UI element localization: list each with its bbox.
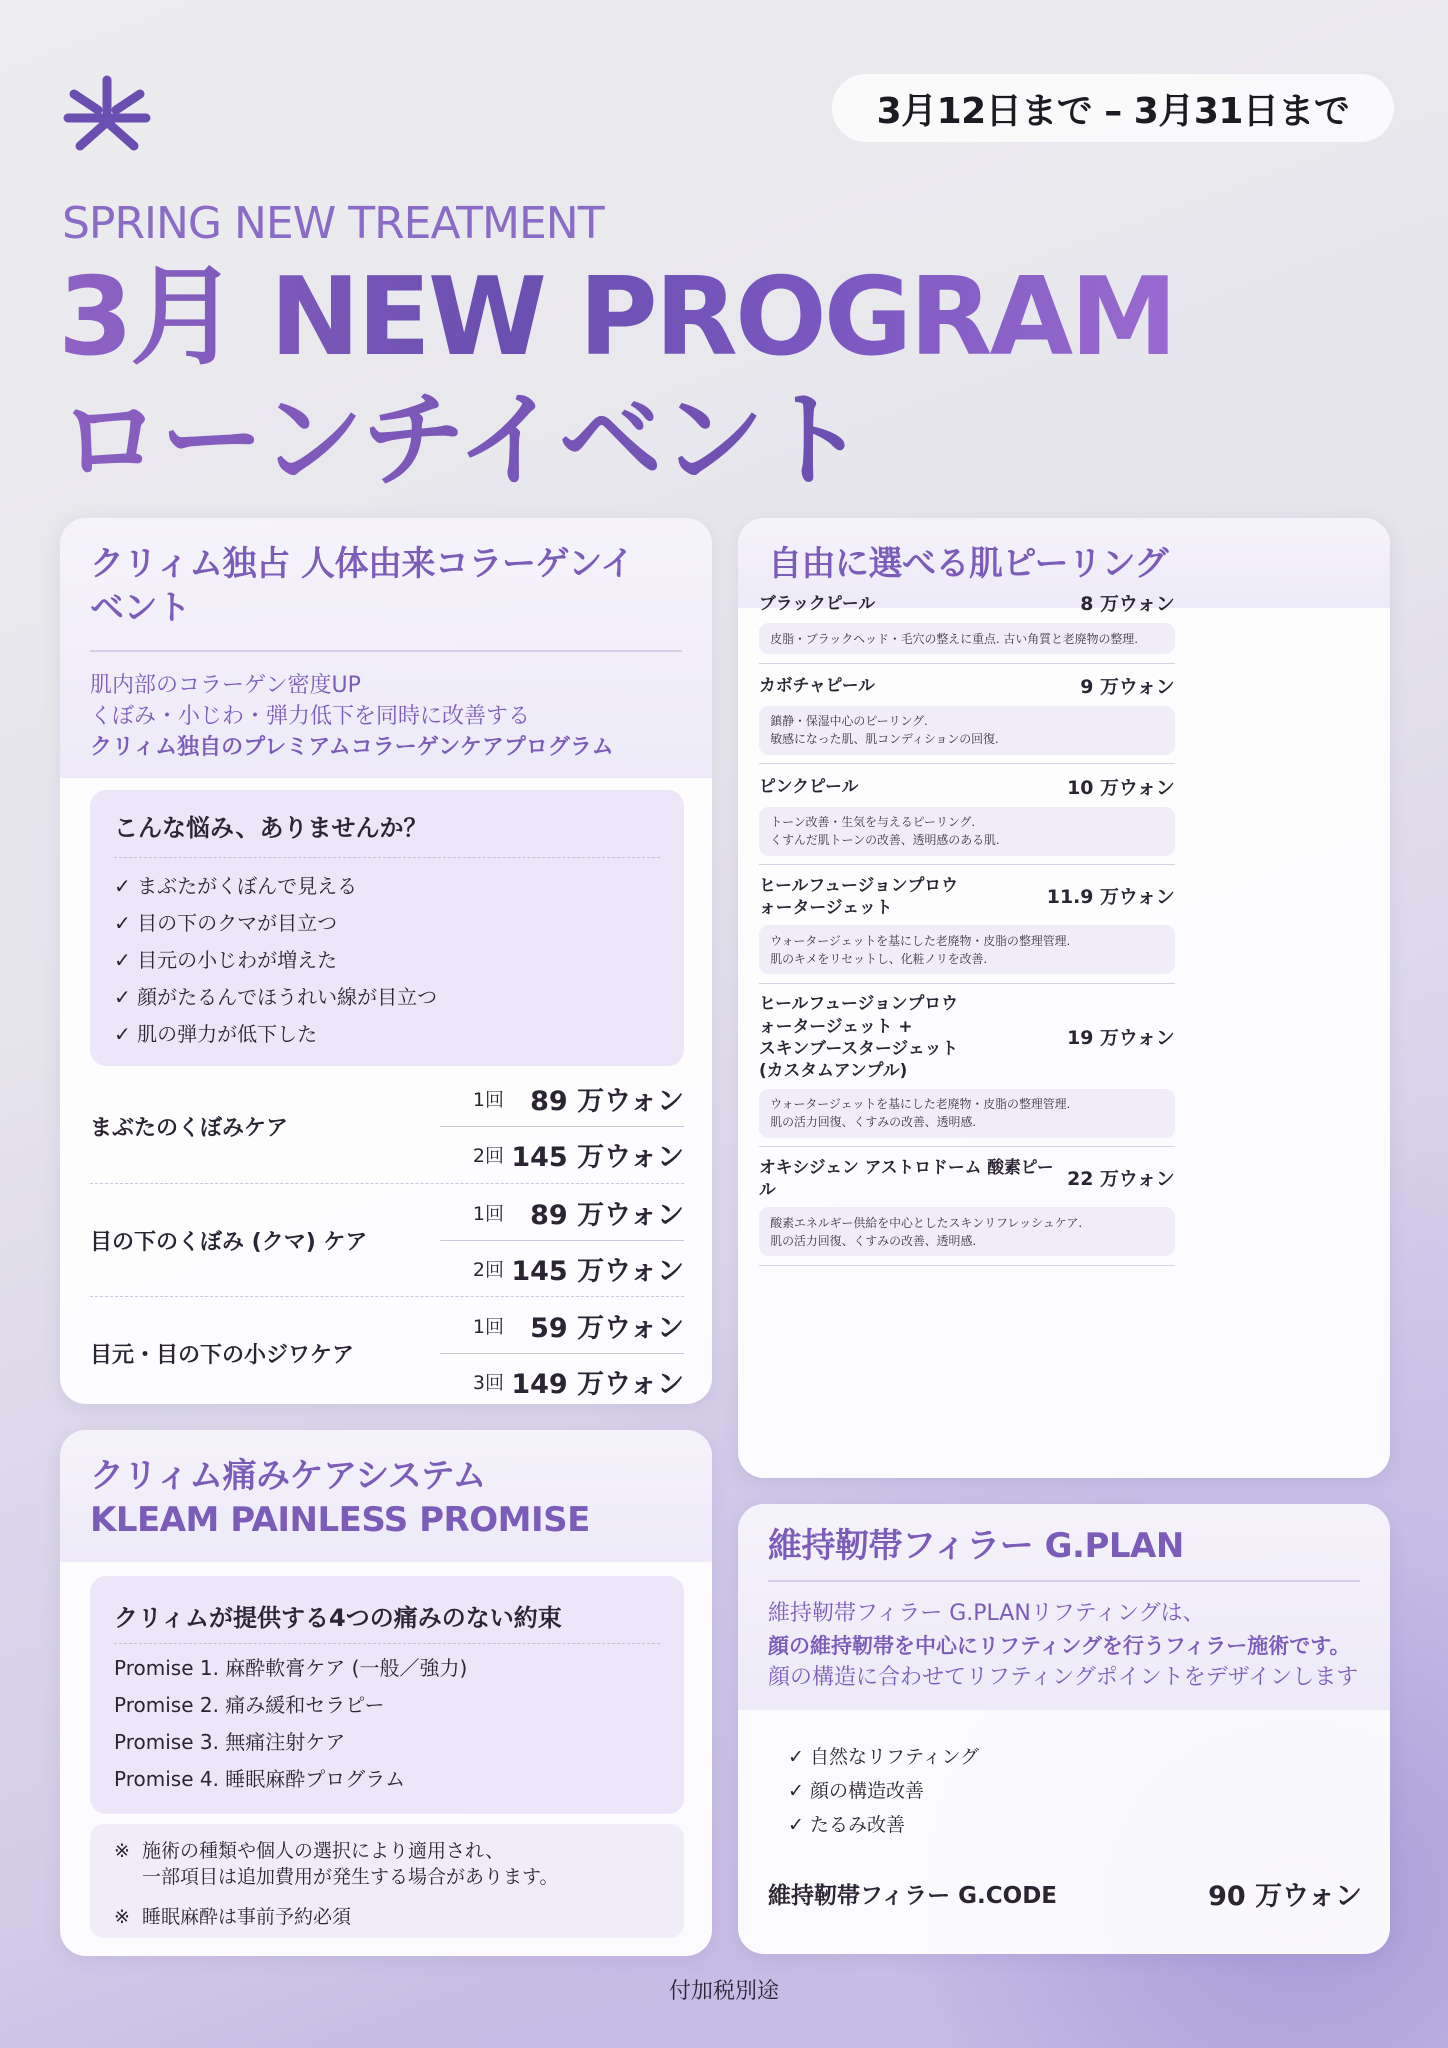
price: 89 万ウォン <box>530 1085 684 1117</box>
peeling-card <box>738 518 1390 1478</box>
list-item: ✓ 自然なリフティング <box>788 1746 980 1768</box>
note-mark: ※ <box>114 1906 130 1928</box>
filler-lead-2: 顔の維持靭帯を中心にリフティングを行うフィラー施術です。 <box>768 1634 1351 1658</box>
session-count: 2回 <box>472 1259 504 1281</box>
price-option <box>440 1353 684 1404</box>
list-item: ✓ 目元の小じわが増えた <box>114 948 338 972</box>
peeling-description <box>759 1089 1175 1138</box>
peeling-description-line: ウォータージェットを基にした老廃物・皮脂の整理管理. <box>770 1097 1071 1112</box>
peeling-title: 自由に選べる肌ピーリング <box>768 544 1168 584</box>
peeling-description-line: 肌の活力回復、くすみの改善、透明感. <box>770 1115 977 1130</box>
price-option <box>440 1126 684 1182</box>
note-mark: ※ <box>114 1840 130 1862</box>
list-item: ✓ 顔の構造改善 <box>788 1780 924 1802</box>
peeling-name-line: ブラックピール <box>759 592 876 613</box>
filler-code-price: 90 万ウォン <box>1208 1881 1362 1912</box>
peeling-price: 9 万ウォン <box>1080 675 1175 698</box>
peeling-price: 10 万ウォン <box>1067 776 1175 799</box>
list-item: Promise 4. 睡眠麻酔プログラム <box>114 1767 406 1791</box>
worry-list <box>114 868 660 1053</box>
painless-title: クリィム痛みケアシステム <box>90 1456 486 1496</box>
peeling-name <box>759 874 958 919</box>
peeling-name <box>759 592 875 614</box>
divider <box>90 650 682 652</box>
peeling-name-line: ォータージェット + <box>759 1015 913 1036</box>
painless-header <box>60 1430 712 1562</box>
filler-card <box>738 1504 1390 1954</box>
peeling-description-line: くすんだ肌トーンの改善、透明感のある肌. <box>770 833 1000 848</box>
price: 89 万ウォン <box>530 1199 684 1231</box>
note-text: 睡眠麻酔は事前予約必須 <box>142 1906 352 1928</box>
peeling-item <box>759 664 1175 765</box>
session-count: 2回 <box>472 1145 504 1167</box>
collagen-price-table <box>90 1070 684 1404</box>
peeling-description-line: 敏感になった肌、肌コンディションの回復. <box>770 732 999 747</box>
peeling-name <box>759 775 858 797</box>
price-option <box>440 1070 684 1126</box>
page-subtitle: SPRING NEW TREATMENT <box>62 198 604 249</box>
peeling-item <box>759 581 1175 664</box>
peeling-name-line: オキシジェン アストロドーム 酸素ピール <box>759 1156 1054 1199</box>
peeling-item <box>759 1147 1175 1266</box>
worry-title: こんな悩み、ありませんか？ <box>114 808 660 858</box>
peeling-price: 19 万ウォン <box>1067 1027 1175 1050</box>
peeling-item <box>759 764 1175 865</box>
list-item: ✓ たるみ改善 <box>788 1814 905 1836</box>
peeling-name-line: スキンブースタージェット <box>759 1037 959 1058</box>
worry-box <box>90 790 684 1066</box>
peeling-description-line: 皮脂・ブラックヘッド・毛穴の整えに重点. 古い角質と老廃物の整理. <box>770 631 1139 646</box>
page-title-line2: ローンチイベント <box>58 379 865 501</box>
peeling-description <box>759 706 1175 755</box>
collagen-title: クリィム独占 人体由来コラーゲンイベント <box>90 544 634 628</box>
peeling-description-line: トーン改善・生気を与えるピーリング. <box>770 815 976 830</box>
peeling-description-line: ウォータージェットを基にした老廃物・皮脂の整理管理. <box>770 933 1071 948</box>
brand-logo-icon <box>62 74 152 154</box>
list-item: ✓ 目の下のクマが目立つ <box>114 911 338 935</box>
peeling-description <box>759 807 1175 856</box>
filler-lead-3: 顔の構造に合わせてリフティングポイントをデザインします <box>768 1665 1359 1690</box>
filler-title: 維持靭帯フィラー G.PLAN <box>768 1526 1184 1566</box>
price-group <box>90 1070 684 1183</box>
peeling-name <box>759 992 958 1082</box>
promise-list <box>114 1650 660 1798</box>
date-range-badge: 3月12日まで – 3月31日まで <box>832 74 1394 142</box>
price: 145 万ウォン <box>511 1142 684 1173</box>
peeling-name-line: (カスタムアンプル) <box>759 1060 908 1081</box>
peeling-price: 22 万ウォン <box>1067 1168 1175 1191</box>
list-item: ✓ まぶたがくぼんで見える <box>114 874 358 898</box>
painless-promise-card <box>60 1430 712 1956</box>
price-option <box>440 1184 684 1240</box>
peeling-name-line: カボチャピール <box>759 675 875 696</box>
notes-box <box>90 1824 684 1938</box>
collagen-lead-1: 肌内部のコラーゲン密度UP <box>90 673 361 698</box>
session-count: 1回 <box>472 1315 504 1338</box>
divider <box>768 1580 1360 1582</box>
page-title: 3月 NEW PROGRAM <box>58 255 1175 380</box>
peeling-name-line: ヒールフュージョンプロウ <box>759 874 958 895</box>
peeling-description <box>759 1207 1175 1256</box>
treatment-name: 目の下のくぼみ (クマ) ケア <box>90 1229 368 1255</box>
price-group <box>90 1296 684 1404</box>
note <box>114 1904 660 1930</box>
peeling-name-line: ォータージェット <box>759 896 893 917</box>
promise-title: クリィムが提供する4つの痛みのない約束 <box>114 1598 660 1644</box>
note-text: 施術の種類や個人の選択により適用され、 <box>142 1840 505 1862</box>
footer-note: 付加税別途 <box>668 1979 779 2004</box>
session-count: 3回 <box>472 1372 504 1394</box>
price-option <box>440 1297 684 1353</box>
collagen-lead-3: クリィム独自のプレミアムコラーゲンケアプログラム <box>90 735 614 760</box>
painless-title-en: KLEAM PAINLESS PROMISE <box>90 1500 590 1540</box>
peeling-name <box>759 674 875 696</box>
price-option <box>440 1240 684 1296</box>
price: 149 万ウォン <box>511 1369 684 1400</box>
peeling-item <box>759 865 1175 984</box>
note-text: 一部項目は追加費用が発生する場合があります。 <box>142 1866 559 1888</box>
session-count: 1回 <box>472 1202 504 1225</box>
session-count: 1回 <box>472 1088 504 1111</box>
list-item: Promise 3. 無痛注射ケア <box>114 1730 346 1754</box>
note <box>114 1838 660 1890</box>
peeling-name <box>759 1156 1067 1201</box>
peeling-name-line: ヒールフュージョンプロウ <box>759 993 958 1014</box>
filler-header <box>738 1504 1390 1710</box>
filler-lead-1: 維持靭帯フィラー G.PLANリフティングは、 <box>768 1601 1205 1626</box>
list-item: ✓ 肌の弾力が低下した <box>114 1022 318 1046</box>
promise-box <box>90 1576 684 1814</box>
peeling-name-line: ピンクピール <box>759 776 859 797</box>
peeling-description-line: 鎮静・保湿中心のピーリング. <box>770 714 928 729</box>
filler-price-row <box>768 1874 1362 1913</box>
treatment-name: まぶたのくぼみケア <box>90 1116 289 1141</box>
price-group <box>90 1183 684 1296</box>
filler-code-name: 維持靭帯フィラー G.CODE <box>768 1883 1058 1909</box>
price: 59 万ウォン <box>530 1312 684 1344</box>
peeling-description-line: 酸素エネルギー供給を中心としたスキンリフレッシュケア. <box>770 1215 1083 1230</box>
list-item: ✓ 顔がたるんでほうれい線が目立つ <box>114 985 438 1009</box>
treatment-name: 目元・目の下の小ジワケア <box>90 1342 355 1368</box>
collagen-lead-2: くぼみ・小じわ・弾力低下を同時に改善する <box>90 704 531 729</box>
peeling-description <box>759 623 1175 654</box>
collagen-event-card <box>60 518 712 1404</box>
peeling-price: 8 万ウォン <box>1080 593 1175 616</box>
list-item: Promise 1. 麻酔軟膏ケア (一般／強力) <box>114 1656 468 1680</box>
price: 145 万ウォン <box>511 1256 684 1287</box>
peeling-price: 11.9 万ウォン <box>1046 886 1175 909</box>
filler-benefits <box>768 1730 1362 1844</box>
peeling-item <box>759 984 1175 1147</box>
list-item: Promise 2. 痛み緩和セラピー <box>114 1693 385 1717</box>
peeling-description <box>759 925 1175 974</box>
peeling-description-line: 肌のキメをリセットし、化粧ノリを改善. <box>770 951 988 966</box>
peeling-list <box>759 581 1175 1266</box>
peeling-description-line: 肌の活力回復、くすみの改善、透明感. <box>770 1233 977 1248</box>
collagen-header <box>60 518 712 778</box>
